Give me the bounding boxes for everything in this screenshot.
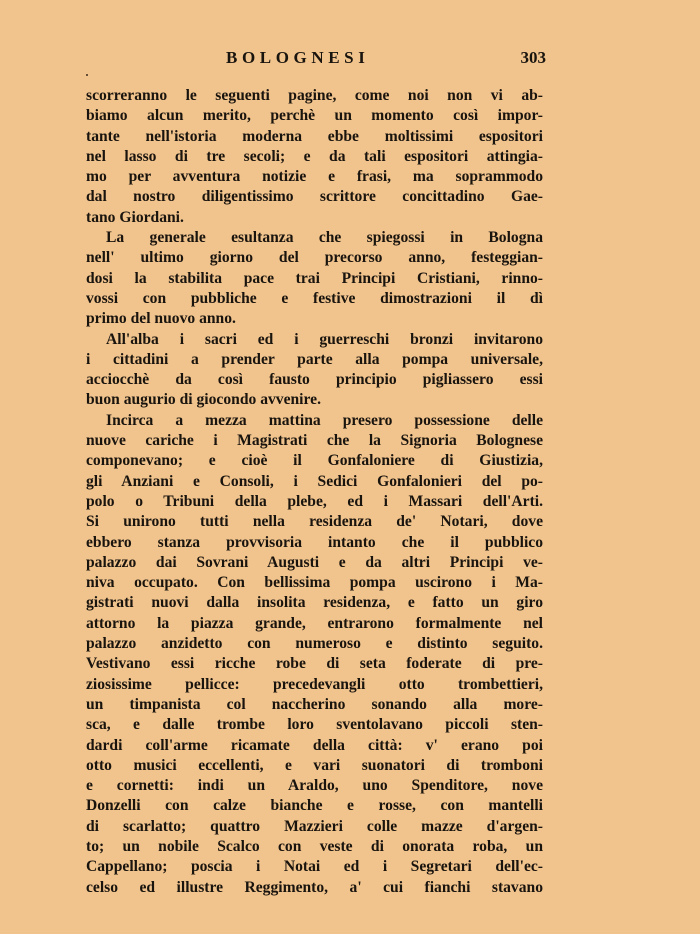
text-line: palazzo anzidetto con numeroso e distinto seguito. xyxy=(86,635,543,653)
text-line: tano Giordani. xyxy=(86,208,184,226)
running-head xyxy=(86,48,546,72)
text-line: All'alba i sacri ed i guerreschi bronzi invitarono xyxy=(106,330,543,348)
text-line: sca, e dalle trombe loro sventolavano piccoli sten- xyxy=(86,716,543,734)
text-line: ziosissime pellicce: precedevangli otto trombettieri, xyxy=(86,675,543,693)
ink-speck xyxy=(86,74,88,76)
text-line: La generale esultanza che spiegossi in Bologna xyxy=(106,229,543,247)
text-line: celso ed illustre Reggimento, a' cui fianchi stavano xyxy=(86,878,543,896)
text-line: palazzo dai Sovrani Augusti e da altri Principi ve- xyxy=(86,553,543,571)
text-line: acciocchè da così fausto principio pigliassero essi xyxy=(86,371,543,389)
text-line: dal nostro diligentissimo scrittore concittadino Gae- xyxy=(86,188,543,206)
text-line: scorreranno le seguenti pagine, come noi non vi ab- xyxy=(86,87,543,104)
text-line: buon augurio di giocondo avvenire. xyxy=(86,391,321,409)
text-line: dardi coll'arme ricamate della città: v' erano poi xyxy=(86,736,543,754)
running-head-title: BOLOGNESI xyxy=(226,48,370,67)
text-line: vossi con pubbliche e festive dimostrazioni il dì xyxy=(86,289,543,307)
text-line: dosi la stabilita pace trai Principi Cristiani, rinno- xyxy=(86,269,543,287)
body-text xyxy=(86,86,543,898)
text-line: nuove cariche i Magistrati che la Signoria Bolognese xyxy=(86,432,543,450)
text-line: un timpanista col naccherino sonando alla more- xyxy=(86,695,543,713)
text-line: to; un nobile Scalco con veste di onorata roba, un xyxy=(86,837,543,855)
text-line: otto musici eccellenti, e vari suonatori di tromboni xyxy=(86,756,543,774)
text-line: polo o Tribuni della plebe, ed i Massari dell'Arti. xyxy=(86,492,543,510)
text-line: Cappellano; poscia i Notai ed i Segretari dell'ec- xyxy=(86,858,543,876)
text-line: e cornetti: indi un Araldo, uno Spenditore, nove xyxy=(86,777,543,795)
text-line: niva occupato. Con bellissima pompa uscirono i Ma- xyxy=(86,574,543,592)
text-line: primo del nuovo anno. xyxy=(86,310,236,328)
text-line: Donzelli con calze bianche e rosse, con mantelli xyxy=(86,797,543,815)
text-line: biamo alcun merito, perchè un momento così impor- xyxy=(86,107,543,125)
text-line: Vestivano essi ricche robe di seta foderate di pre- xyxy=(86,655,543,673)
page-number: 303 xyxy=(520,48,546,67)
text-line: i cittadini a prender parte alla pompa universale, xyxy=(86,350,543,368)
text-line: Si unirono tutti nella residenza de' Notari, dove xyxy=(86,513,543,531)
text-line: componevano; e cioè il Gonfaloniere di Giustizia, xyxy=(86,452,543,470)
text-line: attorno la piazza grande, entrarono formalmente nel xyxy=(86,614,543,632)
text-line: nel lasso di tre secoli; e da tali espositori attingia- xyxy=(86,147,543,165)
text-line: mo per avventura notizie e frasi, ma soprammodo xyxy=(86,168,543,186)
text-line: gli Anziani e Consoli, i Sedici Gonfalonieri del po- xyxy=(86,472,543,490)
text-line: ebbero stanza provvisoria intanto che il pubblico xyxy=(86,533,543,551)
text-line: gistrati nuovi dalla insolita residenza, e fatto un giro xyxy=(86,594,543,612)
text-line: tante nell'istoria moderna ebbe moltissimi espositori xyxy=(86,127,543,145)
text-line: di scarlatto; quattro Mazzieri colle mazze d'argen- xyxy=(86,817,543,835)
text-line: Incirca a mezza mattina presero possessione delle xyxy=(106,411,543,429)
text-line: nell' ultimo giorno del precorso anno, festeggian- xyxy=(86,249,543,267)
